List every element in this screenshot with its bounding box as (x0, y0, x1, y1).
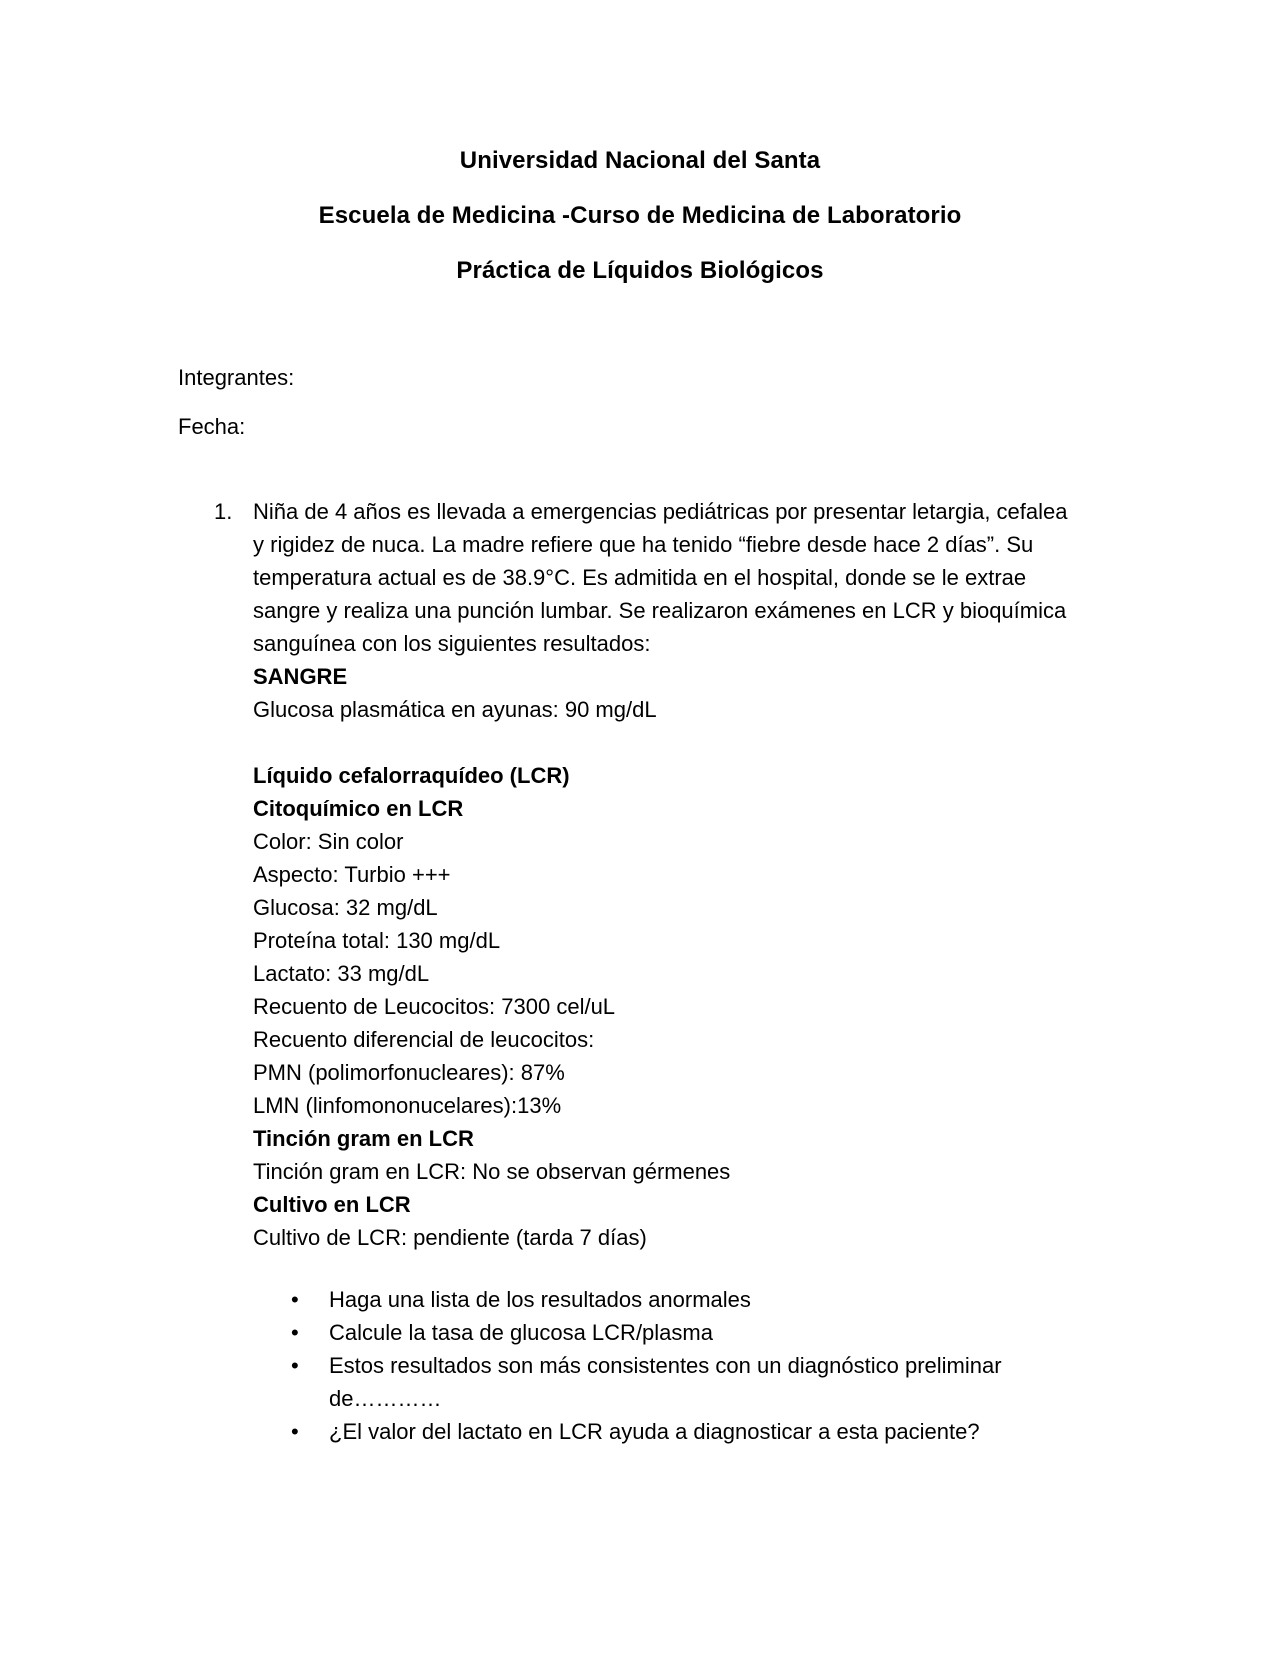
csf-leukocyte-count: Recuento de Leucocitos: 7300 cel/uL (253, 994, 616, 1019)
csf-aspect-result: Aspecto: Turbio +++ (253, 862, 451, 887)
narrative-line: Niña de 4 años es llevada a emergencias pediátricas por presentar letargia, cefalea (253, 499, 1068, 524)
bullet-icon: • (291, 1353, 299, 1378)
csf-lactate-result: Lactato: 33 mg/dL (253, 961, 430, 986)
narrative-line: temperatura actual es de 38.9°C. Es admitida en el hospital, donde se le extrae (253, 565, 1027, 590)
university-title: Universidad Nacional del Santa (459, 147, 821, 174)
gram-stain-result: Tinción gram en LCR: No se observan gérmenes (253, 1159, 731, 1184)
question-text: Calcule la tasa de glucosa LCR/plasma (329, 1320, 713, 1345)
question-text: Haga una lista de los resultados anormales (329, 1287, 751, 1312)
narrative-line: sangre y realiza una punción lumbar. Se realizaron exámenes en LCR y bioquímica (253, 598, 1067, 623)
case-number: 1. (214, 499, 233, 524)
culture-heading: Cultivo en LCR (253, 1192, 411, 1217)
csf-protein-result: Proteína total: 130 mg/dL (253, 928, 501, 953)
plasma-glucose-result: Glucosa plasmática en ayunas: 90 mg/dL (253, 697, 657, 722)
question-text-continuation: de………… (329, 1386, 442, 1411)
list-item (253, 1415, 1094, 1448)
spacer (253, 726, 1094, 759)
practice-title: Práctica de Líquidos Biológicos (456, 257, 824, 284)
date-label: Fecha: (178, 414, 246, 439)
bullet-icon: • (291, 1320, 299, 1345)
list-item (253, 1349, 1094, 1415)
document-header (0, 146, 1280, 311)
blood-heading: SANGRE (253, 664, 348, 689)
lmn-result: LMN (linfomononucelares):13% (253, 1093, 562, 1118)
members-label: Integrantes: (178, 365, 295, 390)
bullet-icon: • (291, 1287, 299, 1312)
csf-glucose-result: Glucosa: 32 mg/dL (253, 895, 438, 920)
question-list (253, 1283, 1094, 1448)
culture-result: Cultivo de LCR: pendiente (tarda 7 días) (253, 1225, 647, 1250)
bullet-icon: • (291, 1419, 299, 1444)
csf-heading: Líquido cefalorraquídeo (LCR) (253, 763, 570, 788)
student-fields (178, 364, 294, 462)
question-text: Estos resultados son más consistentes con un diagnóstico preliminar (329, 1353, 1002, 1378)
list-item (253, 1283, 1094, 1316)
gram-stain-heading: Tinción gram en LCR (253, 1126, 474, 1151)
question-text: ¿El valor del lactato en LCR ayuda a diagnosticar a esta paciente? (329, 1419, 980, 1444)
csf-color-result: Color: Sin color (253, 829, 404, 854)
narrative-line: sanguínea con los siguientes resultados: (253, 631, 651, 656)
differential-count-label: Recuento diferencial de leucocitos: (253, 1027, 595, 1052)
school-course-title: Escuela de Medicina -Curso de Medicina de Laboratorio (318, 202, 962, 229)
pmn-result: PMN (polimorfonucleares): 87% (253, 1060, 565, 1085)
list-item (253, 1316, 1094, 1349)
cytochemical-heading: Citoquímico en LCR (253, 796, 464, 821)
case-body (253, 495, 1094, 1444)
narrative-line: y rigidez de nuca. La madre refiere que ha tenido “fiebre desde hace 2 días”. Su (253, 532, 1034, 557)
